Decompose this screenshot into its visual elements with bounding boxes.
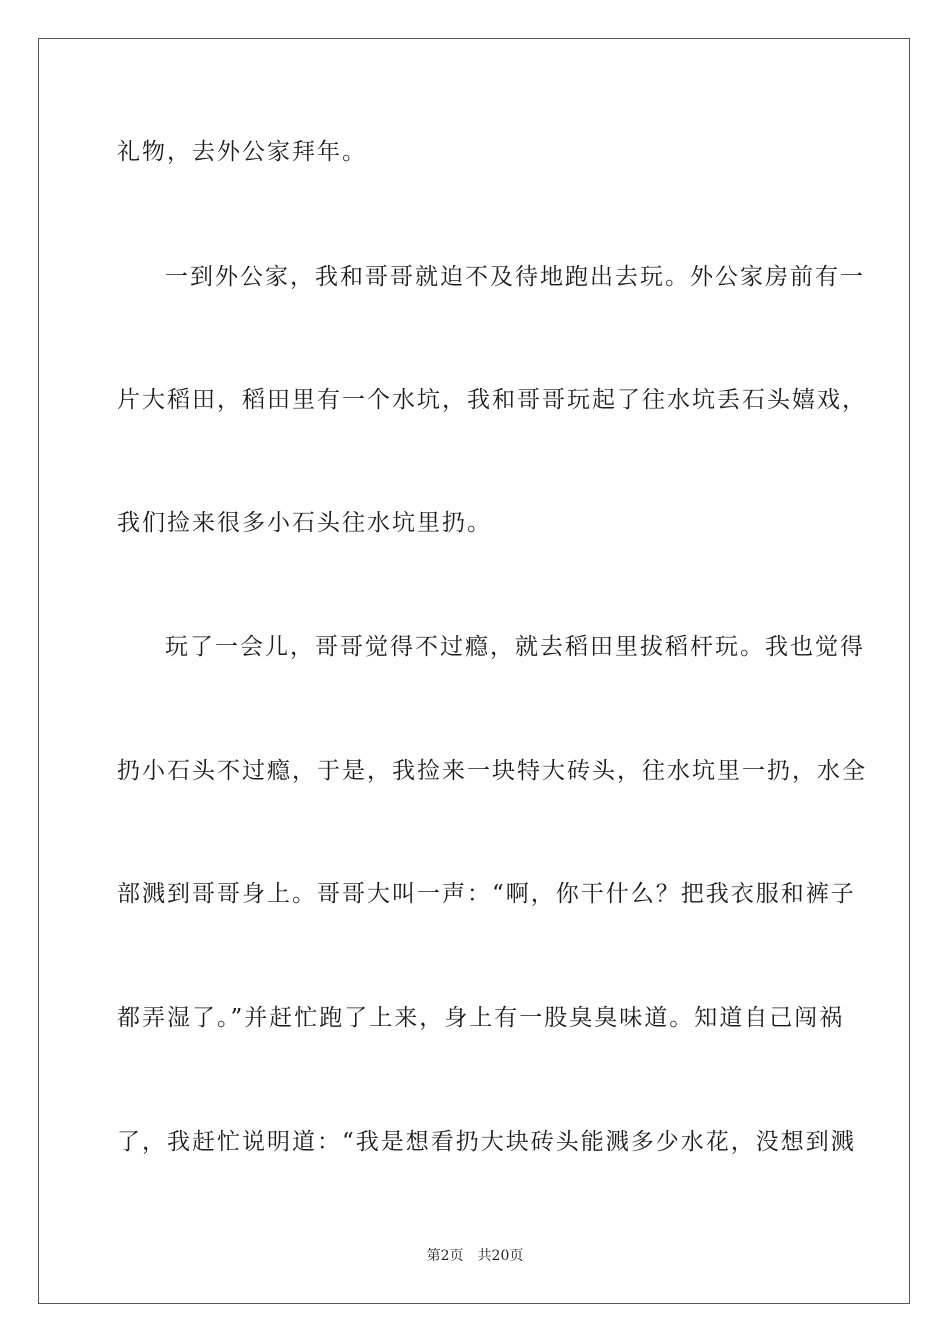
page-total: 共20页 (477, 1248, 524, 1264)
text-line-3: 片大稻田，稻田里有一个水坑，我和哥哥玩起了往水坑丢石头嬉戏， (117, 387, 867, 413)
page-border (38, 38, 910, 1304)
text-line-1: 礼物，去外公家拜年。 (117, 139, 367, 165)
text-line-8: 都弄湿了。”并赶忙跑了上来，身上有一股臭臭味道。知道自己闯祸 (117, 1005, 845, 1031)
text-line-4: 我们捡来很多小石头往水坑里扔。 (117, 510, 492, 536)
page-footer (0, 1246, 950, 1266)
text-line-9: 了，我赶忙说明道：“我是想看扔大块砖头能溅多少水花，没想到溅 (117, 1129, 856, 1155)
page-number: 第2页 (426, 1248, 464, 1264)
text-line-6: 扔小石头不过瘾，于是，我捡来一块特大砖头，往水坑里一扔，水全 (117, 758, 867, 784)
text-line-5: 玩了一会儿，哥哥觉得不过瘾，就去稻田里拔稻杆玩。我也觉得 (165, 634, 865, 660)
text-line-2: 一到外公家，我和哥哥就迫不及待地跑出去玩。外公家房前有一 (165, 264, 865, 290)
text-line-7: 部溅到哥哥身上。哥哥大叫一声：“啊，你干什么？把我衣服和裤子 (117, 881, 856, 907)
